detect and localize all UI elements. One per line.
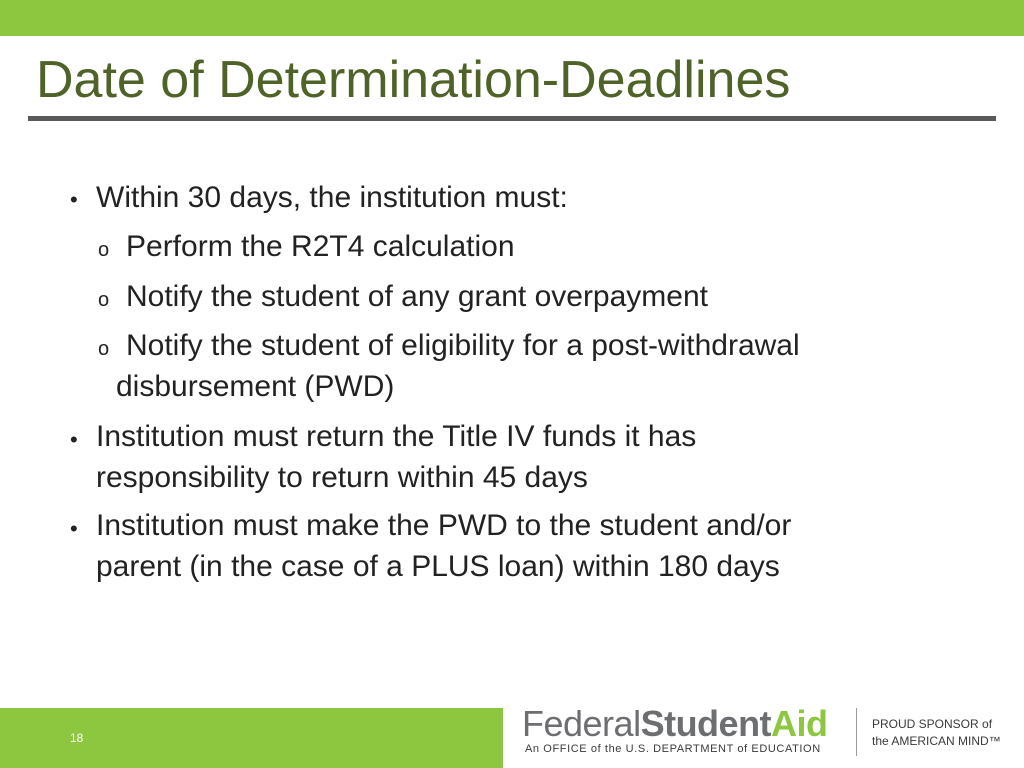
page-number: 18 <box>70 731 84 745</box>
logo-word-student: Student <box>640 703 772 744</box>
bullet-dot: • <box>70 187 78 212</box>
sub-bullet-marker: o <box>98 239 110 261</box>
bullet-3-text-line-1: Institution must make the PWD to the student and/or <box>96 509 792 542</box>
sub-bullet-3-text-line-1: Notify the student of eligibility for a post-withdrawal <box>126 329 800 362</box>
sub-bullet-marker: o <box>98 338 110 360</box>
sponsor-tagline <box>872 716 1001 751</box>
bullet-dot: • <box>70 516 78 541</box>
slide-title: Date of Determination-Deadlines <box>36 51 791 109</box>
bullet-3-text-line-2: parent (in the case of a PLUS loan) within 180 days <box>96 550 780 583</box>
logo-word-federal: Federal <box>522 703 641 744</box>
sponsor-line-2: the AMERICAN MIND™ <box>872 734 1001 749</box>
logo-word-aid: Aid <box>771 703 828 744</box>
bullet-2-text-line-1: Institution must return the Title IV funds it has <box>96 420 697 453</box>
bullet-1-text: Within 30 days, the institution must: <box>96 181 568 214</box>
sub-bullet-marker: o <box>98 289 110 311</box>
sponsor-line-1: PROUD SPONSOR of <box>872 717 993 731</box>
bullet-dot: • <box>70 427 78 452</box>
logo-wordmark <box>522 704 828 744</box>
logo-subline: An OFFICE of the U.S. DEPARTMENT of EDUCATION <box>525 743 821 755</box>
federal-student-aid-logo <box>522 704 852 764</box>
sub-bullet-2-text: Notify the student of any grant overpayment <box>126 280 708 313</box>
sub-bullet-1-text: Perform the R2T4 calculation <box>126 230 515 263</box>
sub-bullet-3-text-line-2: disbursement (PWD) <box>116 370 395 403</box>
logo-divider <box>856 708 857 756</box>
bullet-2-text-line-2: responsibility to return within 45 days <box>96 461 588 494</box>
